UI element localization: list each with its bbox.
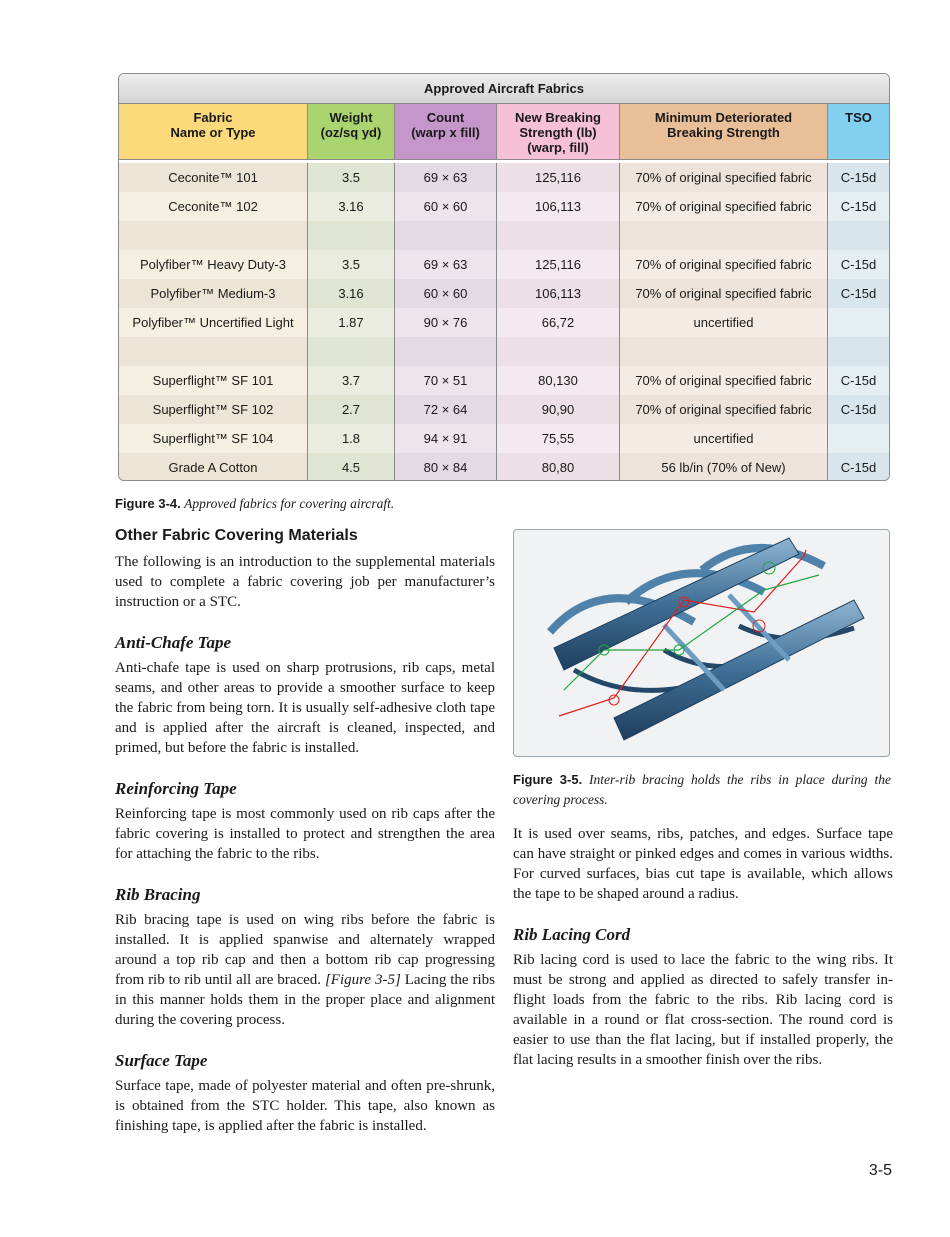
table-cell-fabric-name	[119, 337, 308, 366]
table-cell-count	[395, 337, 497, 366]
table-cell-min-strength: 70% of original specified fabric	[620, 250, 828, 279]
table-cell-weight: 3.16	[308, 192, 395, 221]
table-cell-fabric-name: Superflight™ SF 102	[119, 395, 308, 424]
left-text-column	[115, 527, 495, 1157]
table-cell-tso: C-15d	[828, 250, 889, 279]
table-cell-new-strength: 80,130	[497, 366, 620, 395]
table-cell-weight: 4.5	[308, 453, 395, 481]
rib-bracing-paragraph	[115, 910, 495, 1030]
table-cell-min-strength	[620, 337, 828, 366]
table-cell-weight: 3.5	[308, 250, 395, 279]
wing-frame-drawing	[514, 530, 889, 756]
figure-label: Figure 3-4.	[115, 496, 181, 511]
page-number: 3-5	[868, 1162, 892, 1179]
table-cell-weight: 1.8	[308, 424, 395, 453]
figure-3-5-caption	[513, 770, 891, 810]
surface-tape-continued-paragraph: It is used over seams, ribs, patches, and edges. Surface tape can have straight or pinked edges and comes in various widths. For curved surfaces, bias cut tape is available, which allows the tape to be shaped around a radius.	[513, 826, 893, 902]
table-cell-min-strength: 56 lb/in (70% of New)	[620, 453, 828, 481]
table-cell-tso	[828, 424, 889, 453]
table-cell-new-strength: 80,80	[497, 453, 620, 481]
table-cell-count: 80 × 84	[395, 453, 497, 481]
table-cell-count	[395, 221, 497, 250]
table-header-row	[119, 104, 889, 160]
table-cell-min-strength: 70% of original specified fabric	[620, 366, 828, 395]
table-cell-tso: C-15d	[828, 279, 889, 308]
table-cell-min-strength	[620, 221, 828, 250]
table-cell-tso	[828, 337, 889, 366]
right-text-column	[513, 824, 893, 1091]
figure-caption-text: Inter-rib bracing holds the ribs in place during the covering process.	[513, 772, 891, 807]
table-cell-new-strength: 66,72	[497, 308, 620, 337]
table-cell-new-strength	[497, 337, 620, 366]
table-cell-count: 90 × 76	[395, 308, 497, 337]
reinforcing-heading: Reinforcing Tape	[115, 779, 237, 798]
table-cell-fabric-name: Grade A Cotton	[119, 453, 308, 481]
table-cell-tso	[828, 221, 889, 250]
table-cell-tso: C-15d	[828, 366, 889, 395]
figure-reference: [Figure 3-5]	[324, 972, 401, 988]
table-cell-fabric-name: Superflight™ SF 101	[119, 366, 308, 395]
table-cell-fabric-name: Ceconite™ 101	[119, 163, 308, 192]
table-cell-count: 60 × 60	[395, 279, 497, 308]
table-cell-min-strength: 70% of original specified fabric	[620, 163, 828, 192]
table-title: Approved Aircraft Fabrics	[119, 74, 889, 104]
table-cell-count: 72 × 64	[395, 395, 497, 424]
table-cell-new-strength	[497, 221, 620, 250]
rib-bracing-illustration	[513, 529, 890, 757]
table-cell-weight	[308, 337, 395, 366]
intro-paragraph: The following is an introduction to the supplemental materials used to complete a fabric covering job per manufacturer’s instruction or a STC.	[115, 554, 495, 610]
header-new-breaking-strength: New Breaking Strength (lb) (warp, fill)	[497, 104, 620, 160]
table-cell-fabric-name: Ceconite™ 102	[119, 192, 308, 221]
table-cell-new-strength: 106,113	[497, 279, 620, 308]
figure-caption-text: Approved fabrics for covering aircraft.	[184, 496, 395, 511]
header-min-deteriorated-strength: Minimum Deteriorated Breaking Strength	[620, 104, 828, 160]
table-cell-count: 69 × 63	[395, 163, 497, 192]
table-cell-new-strength: 90,90	[497, 395, 620, 424]
table-cell-new-strength: 125,116	[497, 250, 620, 279]
table-cell-fabric-name: Polyfiber™ Uncertified Light	[119, 308, 308, 337]
surface-tape-heading: Surface Tape	[115, 1051, 208, 1070]
surface-tape-paragraph: Surface tape, made of polyester material and often pre-shrunk, is obtained from the STC holder. This tape, also known as finishing tape, is applied after the fabric is installed.	[115, 1078, 495, 1134]
rib-lacing-heading: Rib Lacing Cord	[513, 925, 631, 944]
table-cell-count: 70 × 51	[395, 366, 497, 395]
table-cell-new-strength: 75,55	[497, 424, 620, 453]
header-tso: TSO	[828, 104, 889, 160]
table-cell-weight: 2.7	[308, 395, 395, 424]
table-cell-min-strength: 70% of original specified fabric	[620, 395, 828, 424]
table-cell-count: 60 × 60	[395, 192, 497, 221]
table-cell-new-strength: 106,113	[497, 192, 620, 221]
rib-bracing-heading: Rib Bracing	[115, 885, 201, 904]
rib-bracing-text-2: Lacing the ribs in this manner holds them in the proper place and alignment during the covering process.	[115, 972, 495, 1028]
table-cell-fabric-name	[119, 221, 308, 250]
table-cell-weight: 1.87	[308, 308, 395, 337]
table-cell-weight	[308, 221, 395, 250]
anti-chafe-paragraph: Anti-chafe tape is used on sharp protrusions, rib caps, metal seams, and other areas to provide a smoother surface to keep the fabric from being torn. It is usually self-adhesive cloth tape and is applied after the aircraft is cleaned, inspected, and primed, but before the fabric is installed.	[115, 660, 495, 756]
approved-fabrics-table	[118, 73, 890, 481]
table-cell-weight: 3.7	[308, 366, 395, 395]
rib-lacing-paragraph: Rib lacing cord is used to lace the fabric to the wing ribs. It must be strong and applied as directed to safely transfer in-flight loads from the fabric to the ribs. Rib lacing cord is available in a round or flat cross-section. The round cord is easier to use than the flat lacing, but if installed properly, the flat lacing results in a smoother finish over the ribs.	[513, 952, 893, 1068]
table-cell-count: 94 × 91	[395, 424, 497, 453]
table-cell-weight: 3.5	[308, 163, 395, 192]
table-cell-min-strength: 70% of original specified fabric	[620, 192, 828, 221]
header-count: Count (warp x fill)	[395, 104, 497, 160]
figure-label: Figure 3-5.	[513, 772, 583, 787]
table-cell-fabric-name: Superflight™ SF 104	[119, 424, 308, 453]
reinforcing-paragraph: Reinforcing tape is most commonly used on rib caps after the fabric covering is installed to protect and strengthen the area for attaching the fabric to the ribs.	[115, 806, 495, 862]
table-cell-min-strength: uncertified	[620, 308, 828, 337]
rib-bracing-text-1: Rib bracing tape is used on wing ribs before the fabric is installed. It is applied spanwise and alternately wrapped around a top rib cap and then a bottom rib cap progressing from rib to rib until all are braced.	[115, 912, 495, 988]
table-cell-min-strength: 70% of original specified fabric	[620, 279, 828, 308]
header-weight: Weight (oz/sq yd)	[308, 104, 395, 160]
table-cell-tso: C-15d	[828, 192, 889, 221]
table-cell-count: 69 × 63	[395, 250, 497, 279]
table-cell-tso	[828, 308, 889, 337]
table-cell-new-strength: 125,116	[497, 163, 620, 192]
figure-3-4-caption	[115, 494, 394, 514]
table-cell-tso: C-15d	[828, 453, 889, 481]
table-cell-tso: C-15d	[828, 395, 889, 424]
table-cell-fabric-name: Polyfiber™ Heavy Duty-3	[119, 250, 308, 279]
table-cell-fabric-name: Polyfiber™ Medium-3	[119, 279, 308, 308]
anti-chafe-heading: Anti-Chafe Tape	[115, 633, 232, 652]
table-body	[119, 160, 889, 481]
table-cell-tso: C-15d	[828, 163, 889, 192]
header-fabric-name: Fabric Name or Type	[119, 104, 308, 160]
table-cell-min-strength: uncertified	[620, 424, 828, 453]
section-heading: Other Fabric Covering Materials	[115, 527, 358, 544]
table-cell-weight: 3.16	[308, 279, 395, 308]
